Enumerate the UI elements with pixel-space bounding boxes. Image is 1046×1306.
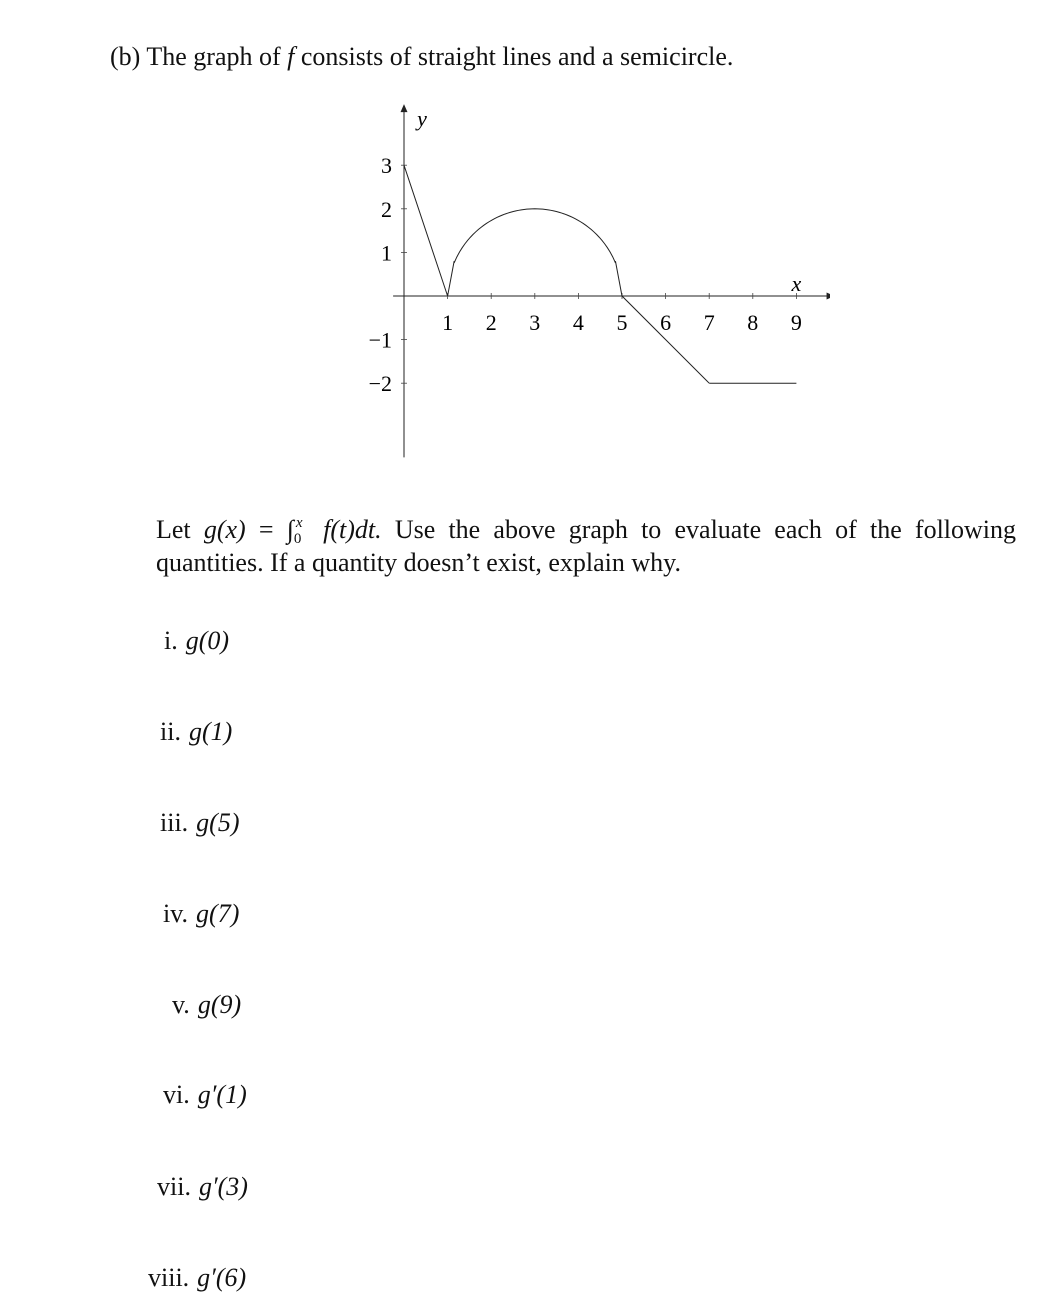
intro-rest-line1: Use the above graph to evaluate each of the following bbox=[394, 515, 1017, 544]
item-number: iv. bbox=[163, 899, 189, 928]
graph-segment bbox=[448, 261, 455, 296]
intro-equals: = bbox=[258, 515, 274, 544]
instructions-paragraph bbox=[156, 513, 1016, 579]
question-item bbox=[148, 1263, 246, 1293]
item-expression: g′(1) bbox=[197, 1080, 247, 1109]
integral-limits bbox=[293, 513, 310, 547]
question-item bbox=[164, 626, 229, 656]
graph-segment bbox=[615, 261, 622, 296]
item-number: vi. bbox=[163, 1080, 190, 1109]
y-tick-label: 1 bbox=[381, 240, 392, 266]
x-tick-label: 9 bbox=[790, 310, 802, 335]
graph-ticks bbox=[369, 153, 802, 396]
x-axis-arrow bbox=[827, 293, 830, 300]
integrand: f(t)dt. bbox=[323, 515, 382, 544]
question-item bbox=[160, 808, 240, 838]
item-expression: g(7) bbox=[196, 899, 240, 928]
question-item bbox=[172, 990, 241, 1020]
semicircle-arc bbox=[454, 209, 615, 263]
item-number: viii. bbox=[148, 1263, 190, 1292]
intro-lhs: g(x) bbox=[203, 515, 246, 544]
y-tick-label: 2 bbox=[381, 196, 392, 222]
question-item bbox=[163, 1080, 247, 1110]
item-expression: g(9) bbox=[197, 990, 242, 1019]
graph-segment bbox=[404, 165, 448, 296]
item-number: vii. bbox=[157, 1172, 191, 1201]
x-tick-label: 5 bbox=[616, 310, 628, 335]
x-tick-label: 8 bbox=[747, 310, 759, 335]
item-number: iii. bbox=[160, 808, 189, 837]
y-axis-label: y bbox=[417, 106, 427, 132]
integral-sign: ∫ bbox=[286, 515, 294, 544]
x-tick-label: 1 bbox=[442, 310, 454, 335]
y-tick-label: −2 bbox=[368, 371, 392, 397]
intro-let: Let bbox=[156, 515, 191, 544]
x-tick-label: 6 bbox=[660, 310, 672, 335]
x-tick-label: 7 bbox=[703, 310, 715, 335]
integral-upper-limit: x bbox=[295, 515, 303, 531]
item-expression: g(5) bbox=[196, 808, 240, 837]
y-axis-arrow bbox=[401, 104, 408, 112]
x-tick-label: 3 bbox=[529, 310, 541, 335]
heading-text-before: The graph of bbox=[146, 42, 281, 71]
graph-axes bbox=[393, 104, 830, 457]
question-heading bbox=[110, 42, 733, 72]
graph-curve bbox=[404, 165, 796, 383]
x-axis-label: x bbox=[791, 271, 802, 296]
function-graph bbox=[330, 88, 830, 463]
question-item bbox=[160, 717, 232, 747]
item-number: ii. bbox=[160, 717, 181, 746]
item-expression: g′(3) bbox=[198, 1172, 248, 1201]
question-item bbox=[157, 1172, 248, 1202]
item-expression: g′(6) bbox=[197, 1263, 247, 1292]
intro-line2: quantities. If a quantity doesn’t exist, explain why. bbox=[156, 548, 681, 577]
heading-text-after: consists of straight lines and a semicircle. bbox=[300, 42, 734, 71]
item-number: v. bbox=[172, 990, 190, 1019]
x-tick-label: 2 bbox=[485, 310, 497, 335]
question-item bbox=[163, 899, 239, 929]
y-tick-label: 3 bbox=[381, 153, 392, 179]
function-symbol: f bbox=[287, 42, 295, 71]
item-expression: g(0) bbox=[185, 626, 230, 655]
integral-lower-limit: 0 bbox=[293, 531, 302, 547]
x-tick-label: 4 bbox=[572, 310, 584, 335]
item-number: i. bbox=[164, 626, 178, 655]
item-expression: g(1) bbox=[188, 717, 233, 746]
part-label: (b) bbox=[110, 42, 141, 71]
y-tick-label: −1 bbox=[368, 327, 392, 353]
